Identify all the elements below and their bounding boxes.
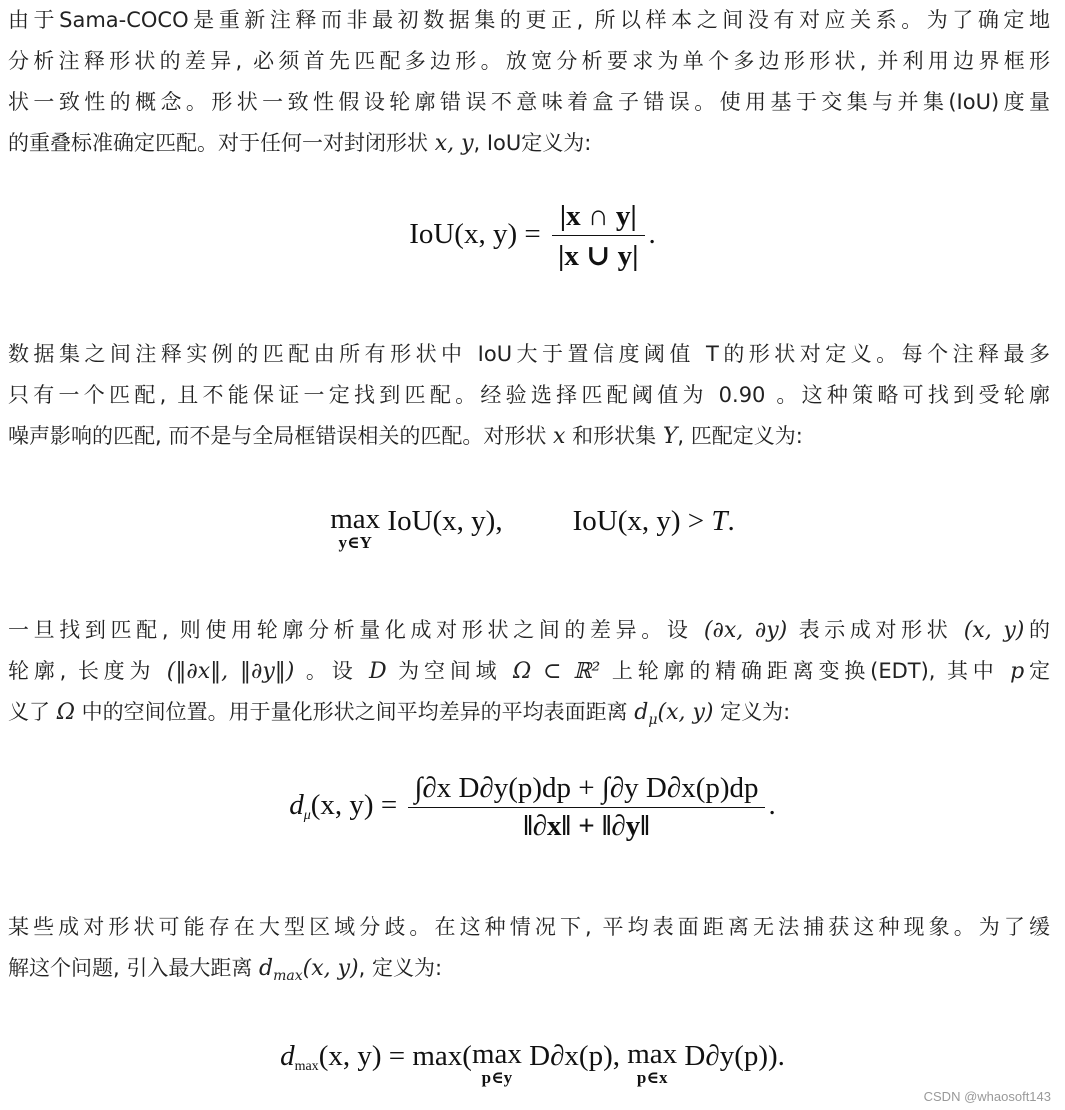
equation-mean-surface-distance — [0, 772, 1065, 843]
paragraph-4 — [8, 907, 1050, 989]
math-subscript: μ — [648, 712, 658, 728]
text-line — [8, 375, 1050, 416]
text-line — [8, 0, 1050, 41]
inline-math: Y — [662, 424, 678, 449]
text-run: , 匹配定义为: — [677, 424, 803, 448]
fraction — [552, 200, 645, 273]
text-run: 分析注释形状的差异, 必须首先匹配多边形。放宽分析要求为单个多边形形状, 并利用边界框形 — [8, 49, 1050, 73]
paragraph-3 — [8, 610, 1050, 733]
eq-symbol: d — [289, 789, 304, 822]
eq-part: IoU(x, y) > — [572, 505, 712, 537]
inline-math: (x, y) — [657, 700, 714, 725]
eq-lhs: (x, y) = max( — [318, 1040, 472, 1072]
inline-math: (x, y) — [963, 618, 1025, 643]
max-subscript: y∈Y — [338, 533, 372, 552]
eq-subscript: max — [294, 1059, 319, 1074]
text-run: 的重叠标准确定匹配。对于任何一对封闭形状 — [8, 131, 435, 155]
eq-lhs: IoU(x, y) = — [409, 218, 548, 251]
text-run: 数据集之间注释实例的匹配由所有形状中 IoU大于置信度阈值 T的形状对定义。每个注释最多 — [8, 342, 1050, 366]
max-label: max — [627, 1038, 678, 1070]
text-run: 定 — [1024, 659, 1051, 683]
inline-math: D — [369, 659, 387, 684]
eq-subscript: μ — [303, 808, 311, 824]
eq-end: . — [727, 505, 735, 537]
text-run: 只有一个匹配, 且不能保证一定找到匹配。经验选择匹配阈值为 0.90 。这种策略可找到受轮廓 — [8, 383, 1050, 407]
eq-lhs: (x, y) = — [310, 789, 405, 822]
inline-math: (x, y) — [302, 956, 359, 981]
text-run: , 定义为: — [358, 956, 443, 980]
max-subscript: p∈x — [636, 1068, 668, 1087]
max-operator — [330, 505, 380, 551]
text-run: 上轮廓的精确距离变换(EDT), 其中 — [600, 659, 1011, 683]
text-line — [8, 41, 1050, 82]
text-run: 状一致性的概念。形状一致性假设轮廓错误不意味着盒子错误。使用基于交集与并集(IoU)度量 — [8, 90, 1050, 114]
paragraph-2 — [8, 334, 1050, 457]
eq-part: D∂y(p)). — [677, 1040, 785, 1072]
text-line — [8, 123, 1050, 164]
text-line — [8, 651, 1050, 692]
text-line — [8, 948, 1050, 989]
text-run: 定义为: — [713, 700, 791, 724]
inline-math: Ω — [56, 700, 75, 725]
eq-end: . — [648, 218, 656, 251]
text-run: 解这个问题, 引入最大距离 — [8, 956, 260, 980]
text-run: 为空间域 — [386, 659, 513, 683]
numerator: ∫∂x D∂y(p)dp + ∫∂y D∂x(p)dp — [408, 772, 764, 808]
text-run: 某些成对形状可能存在大型区域分歧。在这种情况下, 平均表面距离无法捕获这种现象。为了缓 — [8, 915, 1050, 939]
paragraph-1 — [8, 0, 1050, 164]
text-run: 中的空间位置。用于量化形状之间平均差异的平均表面距离 — [74, 700, 635, 724]
text-run: 。设 — [294, 659, 370, 683]
denominator: ‖∂x‖ + ‖∂y‖ — [523, 810, 650, 842]
inline-math: d — [259, 956, 274, 981]
threshold-symbol: T — [711, 505, 728, 537]
inline-math: x, y — [434, 131, 474, 156]
equation-match — [0, 505, 1065, 551]
text-line — [8, 416, 1050, 457]
fraction — [408, 772, 764, 843]
text-run: 的 — [1024, 618, 1050, 642]
text-run: 由于Sama-COCO是重新注释而非最初数据集的更正, 所以样本之间没有对应关系。为了确定地 — [8, 8, 1050, 32]
denominator: |x ∪ y| — [557, 240, 639, 272]
inline-math: Ω ⊂ ℝ² — [512, 659, 601, 684]
inline-math: p — [1010, 659, 1025, 684]
max-subscript: p∈y — [481, 1068, 513, 1087]
eq-part: IoU(x, y), — [380, 505, 503, 537]
eq-symbol: d — [280, 1040, 295, 1072]
inline-math: d — [634, 700, 649, 725]
max-label: max — [330, 503, 381, 535]
text-run: 和形状集 — [565, 424, 663, 448]
text-line — [8, 692, 1050, 733]
text-run: 噪声影响的匹配, 而不是与全局框错误相关的匹配。对形状 — [8, 424, 554, 448]
text-run: 义了 — [8, 700, 57, 724]
inline-math: (∂x, ∂y) — [703, 618, 788, 643]
eq-part: D∂x(p), — [521, 1040, 628, 1072]
inline-math: (‖∂x‖, ‖∂y‖) — [166, 659, 295, 684]
text-run: , IoU定义为: — [473, 131, 592, 155]
equation-max-distance — [0, 1040, 1065, 1086]
text-line — [8, 610, 1050, 651]
text-line — [8, 334, 1050, 375]
max-operator — [472, 1040, 522, 1086]
watermark: CSDN @whaosoft143 — [923, 1089, 1051, 1104]
text-run: 表示成对形状 — [787, 618, 964, 642]
math-subscript: max — [273, 968, 303, 984]
text-run: 轮廓, 长度为 — [8, 659, 167, 683]
text-line — [8, 907, 1050, 948]
text-run: 一旦找到匹配, 则使用轮廓分析量化成对形状之间的差异。设 — [8, 618, 704, 642]
max-label: max — [471, 1038, 522, 1070]
max-operator — [627, 1040, 677, 1086]
eq-end: . — [768, 789, 776, 822]
numerator: |x ∩ y| — [552, 200, 645, 236]
text-line — [8, 82, 1050, 123]
equation-iou — [0, 200, 1065, 273]
inline-math: x — [553, 424, 566, 449]
